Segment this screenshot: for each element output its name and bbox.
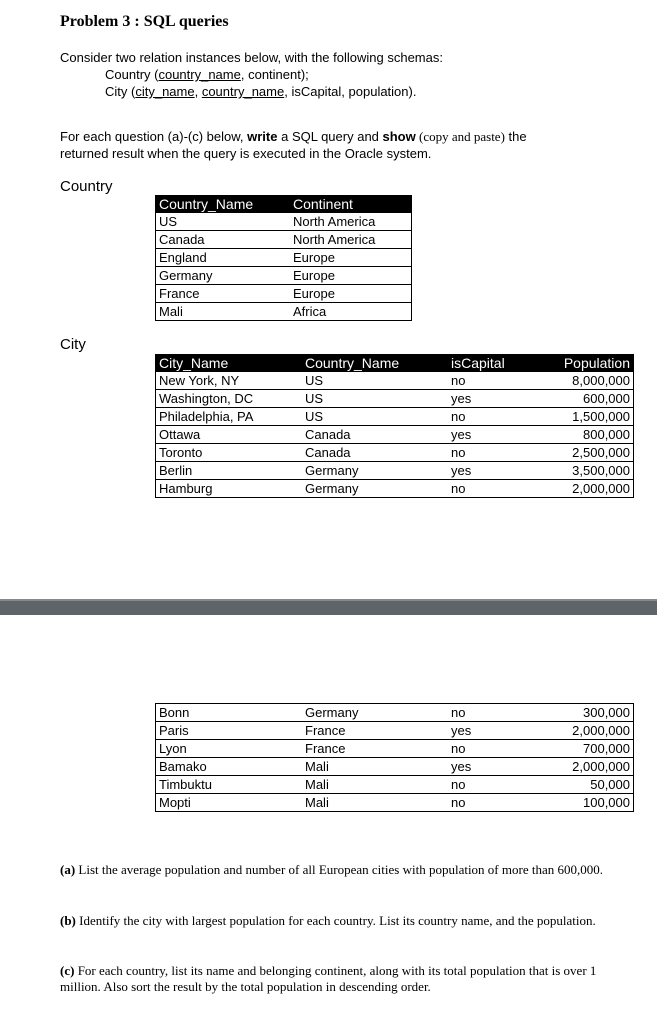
country-label: Country (60, 178, 113, 195)
population-cell: 2,000,000 (540, 758, 634, 776)
country-cell: US (302, 372, 448, 390)
iscapital-cell: no (448, 444, 540, 462)
iscapital-cell: yes (448, 426, 540, 444)
problem-title: Problem 3 : SQL queries (60, 13, 229, 30)
population-cell: 600,000 (540, 390, 634, 408)
question-b-text: Identify the city with largest population for each country. List its country name, and the population. (75, 913, 596, 928)
instruction-part2: a SQL query and (277, 129, 383, 144)
question-b-tag: (b) (60, 913, 76, 928)
table-row (156, 722, 634, 740)
population-cell: 1,500,000 (540, 408, 634, 426)
continent-cell: Europe (290, 249, 412, 267)
city-cell: Paris (156, 722, 303, 740)
iscapital-cell: yes (448, 758, 540, 776)
city-header-country: Country_Name (302, 355, 448, 373)
city-cell: Philadelphia, PA (156, 408, 303, 426)
population-cell: 2,000,000 (540, 480, 634, 498)
city-table (155, 354, 634, 498)
schema-city-sep: , (194, 84, 202, 99)
country-cell: Germany (156, 267, 291, 285)
country-cell: US (156, 213, 291, 231)
table-row (156, 372, 634, 390)
instruction-write: write (247, 129, 278, 144)
table-row (156, 249, 412, 267)
population-cell: 2,500,000 (540, 444, 634, 462)
continent-cell: Europe (290, 285, 412, 303)
city-cell: Lyon (156, 740, 303, 758)
table-row (156, 444, 634, 462)
table-row (156, 462, 634, 480)
iscapital-cell: no (448, 794, 540, 812)
city-cell: Timbuktu (156, 776, 303, 794)
question-a-text: List the average population and number of all European cities with population of more than 600,000. (75, 862, 603, 877)
iscapital-cell: no (448, 776, 540, 794)
table-row (156, 213, 412, 231)
question-a (60, 862, 620, 878)
table-row (156, 704, 634, 722)
population-cell: 800,000 (540, 426, 634, 444)
schema-city-prefix: City ( (105, 84, 136, 99)
schema-country (105, 66, 309, 83)
continent-cell: Europe (290, 267, 412, 285)
question-c-tag: (c) (60, 963, 75, 978)
city-label: City (60, 336, 86, 353)
table-row (156, 267, 412, 285)
schema-city-key2: country_name (201, 84, 285, 99)
country-cell: Germany (302, 704, 448, 722)
city-cell: New York, NY (156, 372, 303, 390)
population-cell: 8,000,000 (540, 372, 634, 390)
population-cell: 300,000 (540, 704, 634, 722)
table-row (156, 794, 634, 812)
table-row (156, 426, 634, 444)
page-divider (0, 599, 657, 615)
table-row (156, 303, 412, 321)
city-cell: Toronto (156, 444, 303, 462)
instruction-line2: returned result when the query is executed in the Oracle system. (60, 146, 432, 161)
country-cell: US (302, 390, 448, 408)
country-cell: France (302, 722, 448, 740)
population-cell: 3,500,000 (540, 462, 634, 480)
country-cell: France (156, 285, 291, 303)
city-table-continued (155, 703, 634, 812)
city-cell: Bonn (156, 704, 303, 722)
iscapital-cell: no (448, 480, 540, 498)
continent-cell: North America (290, 213, 412, 231)
city-cell: Berlin (156, 462, 303, 480)
population-cell: 100,000 (540, 794, 634, 812)
country-cell: Germany (302, 462, 448, 480)
iscapital-cell: yes (448, 722, 540, 740)
schema-country-key: country_name (158, 67, 241, 82)
city-cell: Mopti (156, 794, 303, 812)
continent-cell: Africa (290, 303, 412, 321)
iscapital-cell: no (448, 372, 540, 390)
iscapital-cell: no (448, 740, 540, 758)
schema-city-rest: , isCapital, population). (284, 84, 417, 99)
country-table-header (156, 196, 412, 214)
country-cell: US (302, 408, 448, 426)
iscapital-cell: yes (448, 462, 540, 480)
instruction-line1 (60, 128, 527, 145)
population-cell: 2,000,000 (540, 722, 634, 740)
table-row (156, 285, 412, 303)
city-cell: Washington, DC (156, 390, 303, 408)
country-header-name: Country_Name (156, 196, 291, 214)
intro-text: Consider two relation instances below, with the following schemas: (60, 50, 443, 65)
country-cell: Canada (302, 444, 448, 462)
country-cell: Mali (156, 303, 291, 321)
country-cell: Canada (302, 426, 448, 444)
question-c-text: For each country, list its name and belonging continent, along with its total population that is over 1 million. Also sort the result by the total population in descending order. (60, 963, 597, 994)
country-cell: Mali (302, 758, 448, 776)
iscapital-cell: yes (448, 390, 540, 408)
country-cell: Germany (302, 480, 448, 498)
continent-cell: North America (290, 231, 412, 249)
instruction-show: show (382, 129, 416, 144)
iscapital-cell: no (448, 704, 540, 722)
country-cell: France (302, 740, 448, 758)
table-row (156, 480, 634, 498)
city-cell: Ottawa (156, 426, 303, 444)
schema-city (105, 83, 416, 100)
city-header-name: City_Name (156, 355, 303, 373)
population-cell: 700,000 (540, 740, 634, 758)
question-a-tag: (a) (60, 862, 76, 877)
table-row (156, 758, 634, 776)
instruction-part3: (copy and paste) (415, 129, 505, 144)
schema-country-rest: , continent); (240, 67, 309, 82)
table-row (156, 408, 634, 426)
table-row (156, 231, 412, 249)
schema-country-prefix: Country ( (105, 67, 159, 82)
iscapital-cell: no (448, 408, 540, 426)
table-row (156, 390, 634, 408)
question-c (60, 963, 620, 995)
country-cell: Mali (302, 794, 448, 812)
country-cell: Canada (156, 231, 291, 249)
city-cell: Bamako (156, 758, 303, 776)
question-b (60, 913, 620, 929)
country-header-continent: Continent (290, 196, 412, 214)
table-row (156, 776, 634, 794)
population-cell: 50,000 (540, 776, 634, 794)
city-table-header (156, 355, 634, 373)
schema-city-key1: city_name (135, 84, 195, 99)
instruction-part4: the (504, 129, 527, 144)
country-cell: England (156, 249, 291, 267)
city-cell: Hamburg (156, 480, 303, 498)
city-header-population: Population (540, 355, 634, 373)
instruction-part1: For each question (a)-(c) below, (60, 129, 248, 144)
city-header-iscapital: isCapital (448, 355, 540, 373)
country-table (155, 195, 412, 321)
country-cell: Mali (302, 776, 448, 794)
table-row (156, 740, 634, 758)
